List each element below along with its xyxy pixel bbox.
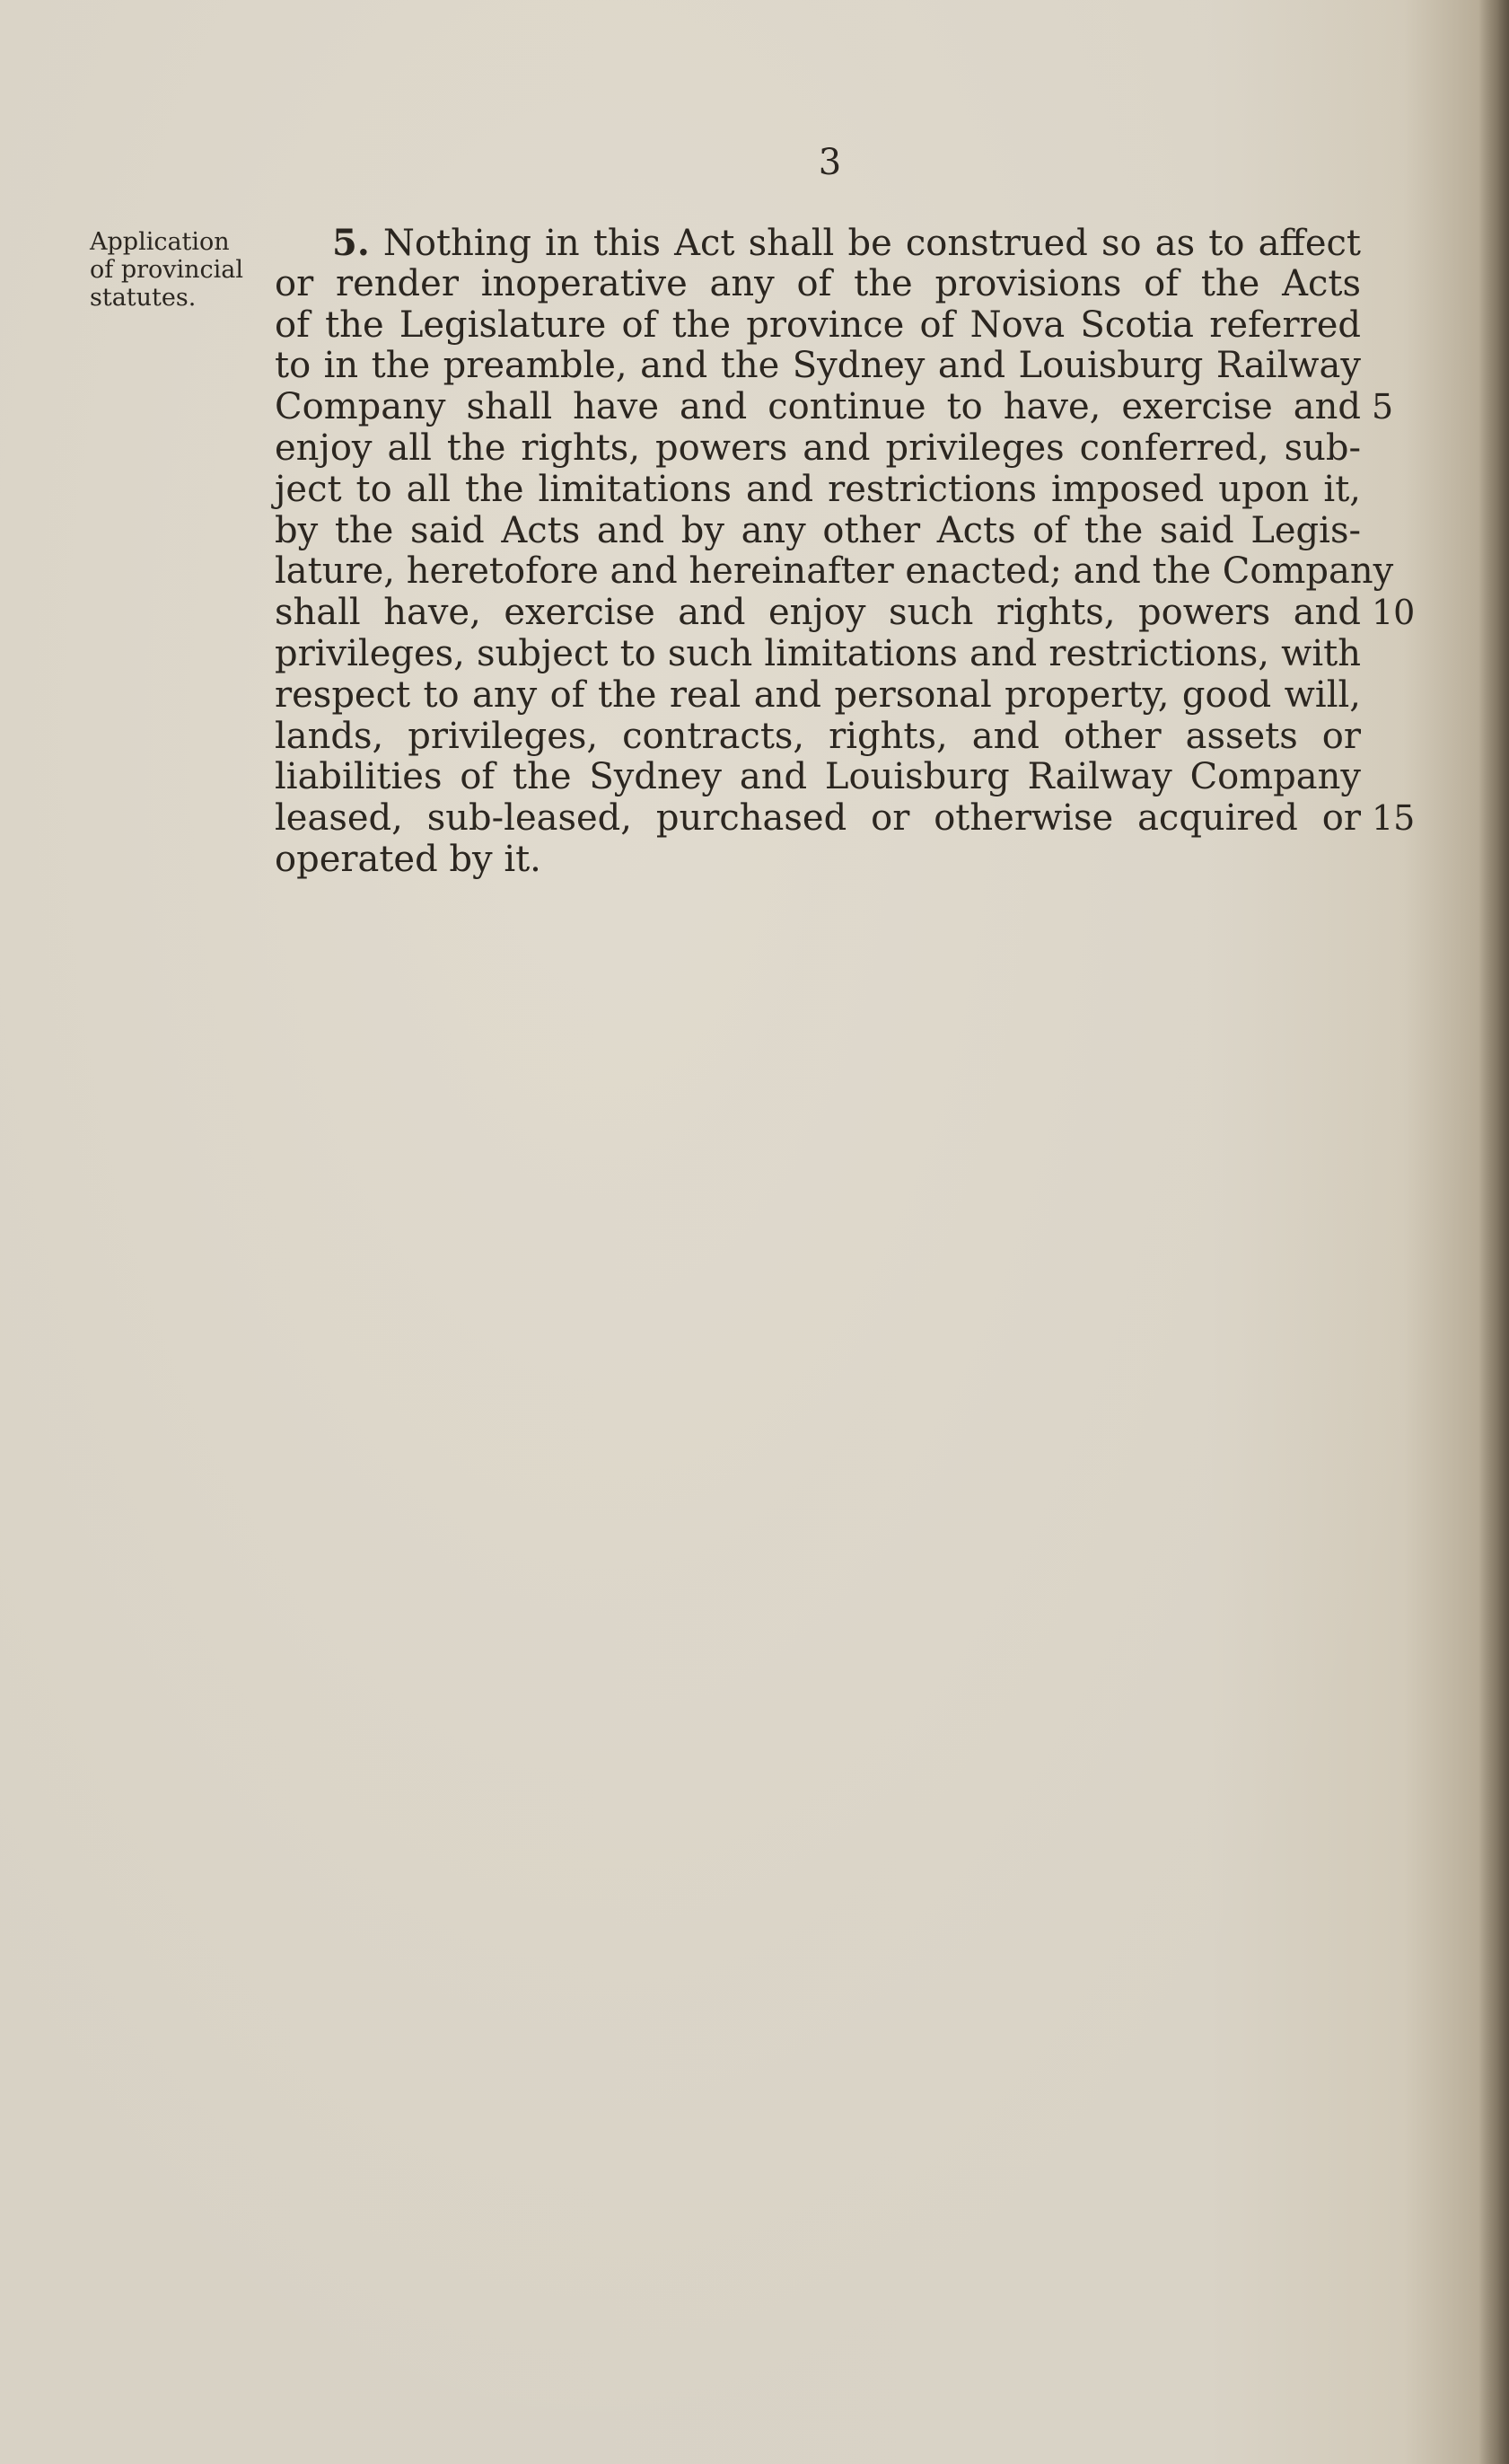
text-line: lature, heretofore and hereinafter enacted; and the Company (275, 550, 1394, 593)
text-line: respect to any of the real and personal property, good will, (275, 673, 1361, 716)
text-line: or render inoperative any of the provisions of the Acts (275, 262, 1361, 304)
line-number: 5 (1372, 387, 1394, 427)
text-line: by the said Acts and by any other Acts of the said Legis- (275, 509, 1361, 551)
margin-note-line: Application (90, 228, 230, 256)
text-line: of the Legislature of the province of Nova Scotia referred (275, 304, 1361, 346)
text-line: shall have, exercise and enjoy such rights, powers and (275, 592, 1361, 634)
text-line: Company shall have and continue to have, exercise and (275, 386, 1361, 428)
text-line: lands, privileges, contracts, rights, and other assets or (275, 715, 1361, 757)
text-line (275, 223, 1361, 264)
section-number: 5. (332, 222, 370, 264)
margin-note-line: of provincial (90, 256, 244, 284)
text-line: ject to all the limitations and restrictions imposed upon it, (275, 468, 1361, 510)
text-line: operated by it. (275, 838, 541, 880)
margin-note (90, 228, 269, 312)
text-line-content: Nothing in this Act shall be construed so as to affect (382, 223, 1361, 264)
page-number: 3 (818, 142, 842, 183)
margin-note-line: statutes. (90, 284, 197, 312)
text-line: to in the preamble, and the Sydney and Louisburg Railway (275, 345, 1361, 387)
text-line: leased, sub-leased, purchased or otherwise acquired or (275, 797, 1361, 840)
line-number: 15 (1372, 798, 1416, 839)
page-edge-shadow (1478, 0, 1509, 2464)
text-line: liabilities of the Sydney and Louisburg Railway Company (275, 756, 1361, 798)
text-line: privileges, subject to such limitations and restrictions, with (275, 632, 1361, 674)
line-number: 10 (1372, 593, 1416, 633)
text-line: enjoy all the rights, powers and privileges conferred, sub- (275, 427, 1361, 469)
